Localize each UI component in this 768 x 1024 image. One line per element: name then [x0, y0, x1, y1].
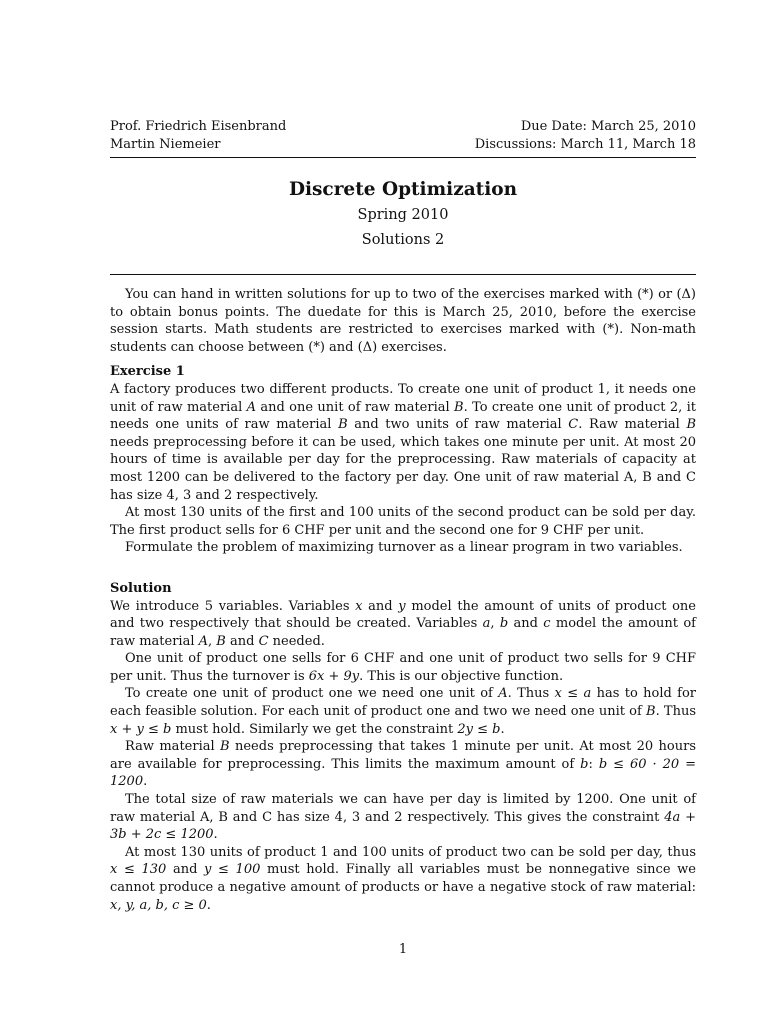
title-rule [110, 274, 696, 275]
title-block [110, 177, 696, 253]
solution-paragraph-6: At most 130 units of product 1 and 100 units of product two can be sold per day, thus x ≤ 130 and y ≤ 100 must hold. Finally all variables must be nonnegative since we cannot produce a negative amount of products or have a negative stock of raw material: x, y, a, b, c ≥ 0. [110, 844, 696, 913]
semester: Spring 2010 [357, 207, 449, 223]
exercise-paragraph-2: At most 130 units of the first and 100 units of the second product can be sold per day. The first product sells for 6 CHF per unit and the second one for 9 CHF per unit. [110, 505, 696, 538]
exercise-paragraph-3: Formulate the problem of maximizing turnover as a linear program in two variables. [125, 540, 683, 556]
exercise-heading: Exercise 1 [110, 364, 185, 380]
assistant-name: Martin Niemeier [110, 136, 221, 152]
exercise-paragraph-1: A factory produces two different products. To create one unit of product 1, it needs one unit of raw material A and one unit of raw material B. To create one unit of product 2, it needs one units of raw material B and two units of raw material C. Raw material B needs preprocessing before it can be used, which takes one minute per unit. At most 20 hours of time is available per day for the preprocessing. Raw materials of capacity at most 1200 can be delivered to the factory per day. One unit of raw material A, B and C has size 4, 3 and 2 respectively. [110, 381, 696, 503]
document-page [110, 0, 696, 1024]
solution-paragraph-4: Raw material B needs preprocessing that takes 1 minute per unit. At most 20 hours are available for preprocessing. This limits the maximum amount of b: b ≤ 60 · 20 = 1200. [110, 739, 696, 790]
page-number: 1 [398, 942, 408, 957]
solution-paragraph-3: To create one unit of product one we need one unit of A. Thus x ≤ a has to hold for each feasible solution. For each unit of product one and two we need one unit of B. Thus x + y ≤ b must hold. Similarly we get the constraint 2y ≤ b. [110, 686, 697, 737]
header-rule [110, 157, 696, 158]
discussion-dates: Discussions: March 11, March 18 [474, 136, 696, 152]
due-date: Due Date: March 25, 2010 [520, 119, 696, 134]
document-title: Discrete Optimization [288, 179, 518, 200]
header-left [110, 118, 286, 153]
solution-paragraph-2: One unit of product one sells for 6 CHF and one unit of product two sells for 9 CHF per unit. Thus the turnover is 6x + 9y. This is our objective function. [110, 651, 696, 684]
professor-name: Prof. Friedrich Eisenbrand [110, 119, 287, 134]
intro-paragraph: You can hand in written solutions for up to two of the exercises marked with (*) or (Δ) to obtain bonus points. The duedate for this is March 25, 2010, before the exercise session starts. Math students are restricted to exercises marked with (*). Non-math students can choose between (*) and (Δ) exercises. [110, 287, 696, 355]
solution-heading: Solution [110, 580, 172, 596]
sheet-name: Solutions 2 [361, 232, 445, 248]
solution-paragraph-5: The total size of raw materials we can have per day is limited by 1200. One unit of raw material A, B and C has size 4, 3 and 2 respectively. This gives the constraint 4a + 3b + 2c ≤ 1200. [110, 792, 696, 843]
document-body [110, 286, 696, 914]
solution-paragraph-1: We introduce 5 variables. Variables x and y model the amount of units of product one and two respectively that should be created. Variables a, b and c model the amount of raw material A, B and C needed. [110, 598, 697, 649]
header-right [475, 118, 696, 153]
